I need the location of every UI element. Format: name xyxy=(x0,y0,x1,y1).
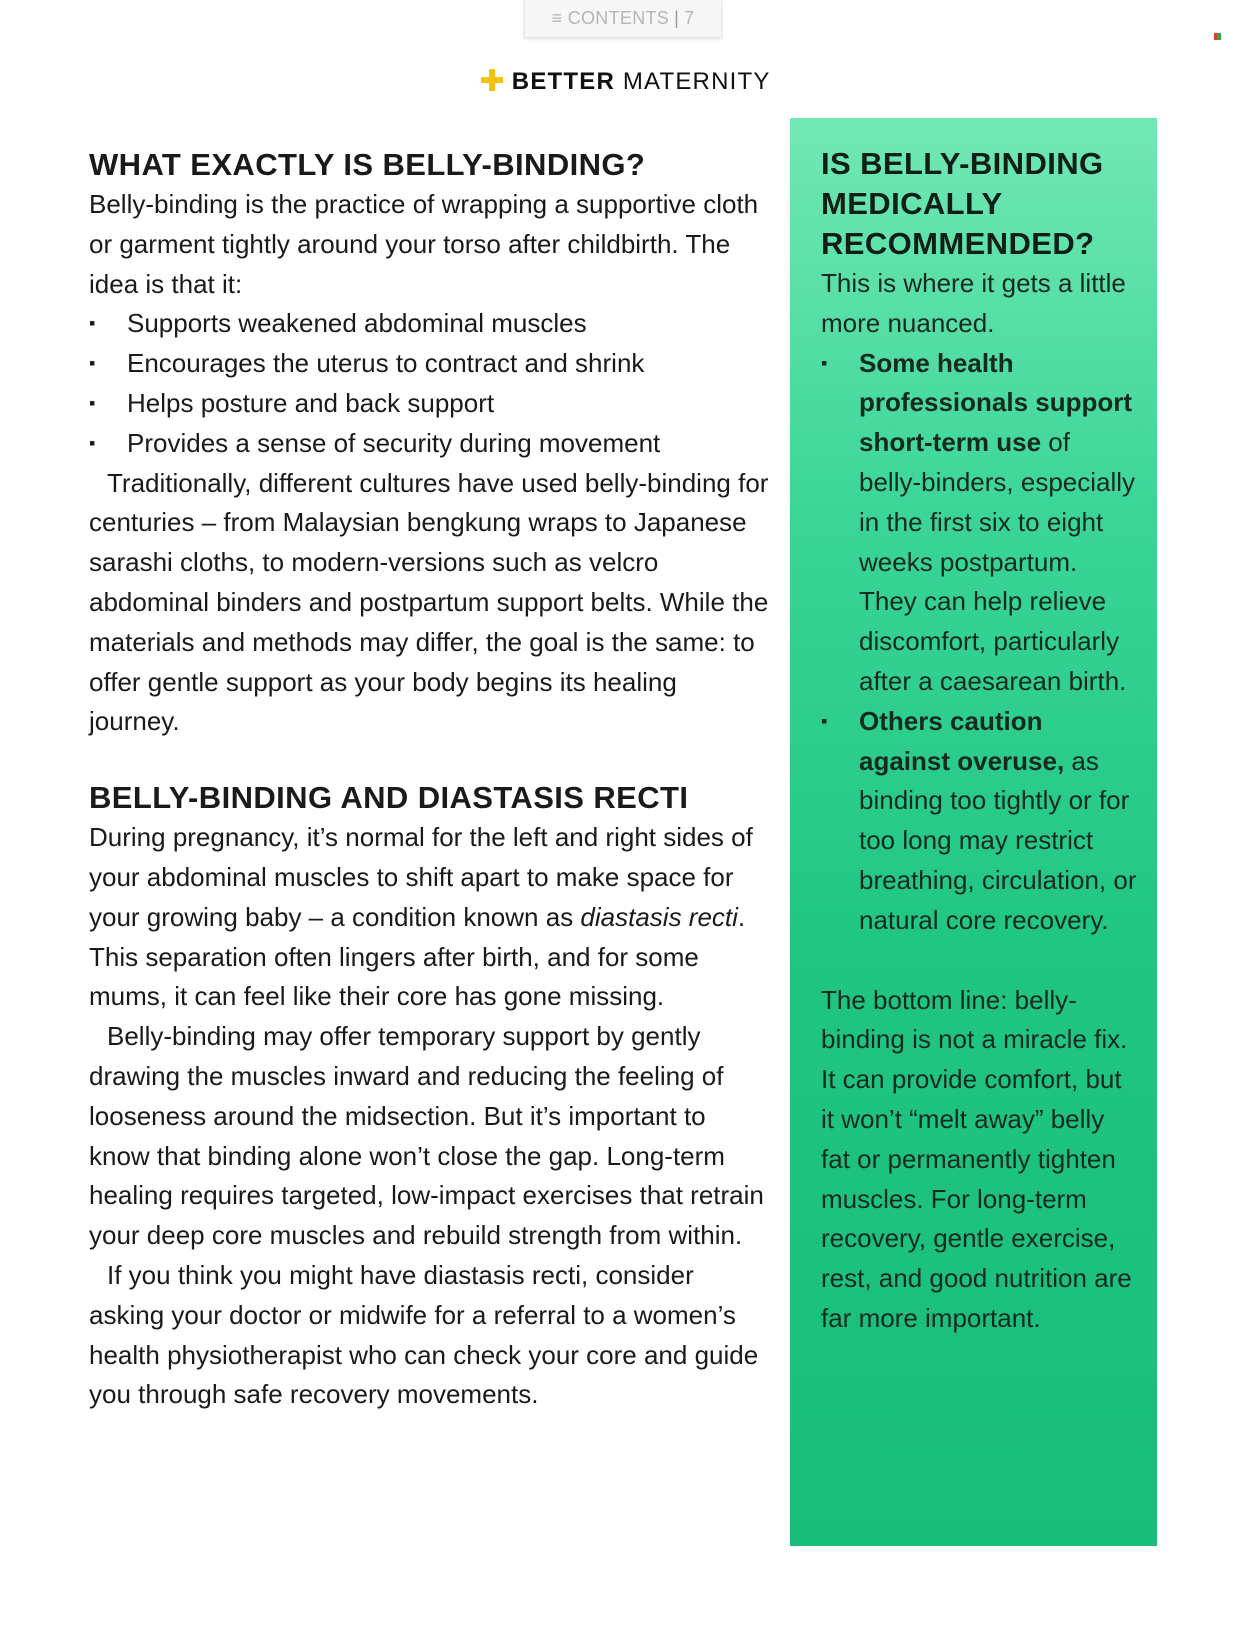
corner-mark-icon xyxy=(1214,33,1221,40)
section2-heading: BELLY-BINDING AND DIASTASIS RECTI xyxy=(89,780,689,816)
brand-name-bold: BETTER xyxy=(511,68,615,95)
nav-separator: | xyxy=(674,8,680,28)
section1-paragraph: Traditionally, different cultures have used belly-binding for centuries – from Malaysian bengkung wraps to Japanese sarashi cloths, to modern-versions such as velcro abdominal binders and postpartum support belts. While the materials and methods may differ, the goal is the same: to offer gentle support as your body begins its healing journey. xyxy=(89,467,769,737)
contents-button[interactable] xyxy=(524,0,722,38)
page-number: 7 xyxy=(684,8,695,28)
contents-label: ≡ CONTENTS xyxy=(551,8,670,28)
list-item: ▪ Encourages the uterus to contract and shrink xyxy=(89,344,769,384)
section1-intro: Belly-binding is the practice of wrapping a supportive cloth or garment tightly around your torso after childbirth. The idea is that it: xyxy=(89,189,759,299)
section2-paragraph-2: Belly-binding may offer temporary support by gently drawing the muscles inward and reducing the feeling of looseness around the midsection. But it’s important to know that binding alone won’t close the gap. Long-term healing requires targeted, low-impact exercises that retrain your deep core muscles and rebuild strength from within. xyxy=(89,1021,764,1251)
sidebar-intro: This is where it gets a little more nuanced. xyxy=(821,268,1126,338)
section1-bullet-list xyxy=(89,304,769,463)
brand-name-light: MATERNITY xyxy=(622,68,771,95)
list-item: ▪ Provides a sense of security during movement xyxy=(89,424,769,464)
sidebar-bottom-line: The bottom line: belly-binding is not a miracle fix. It can provide comfort, but it won’t “melt away” belly fat or permanently tighten muscles. For long-term recovery, gentle exercise, rest, and good nutrition are far more important. xyxy=(821,984,1132,1333)
list-item: ▪ Some health professionals support short-term use of belly-binders, especially in the first six to eight weeks postpartum. They can help relieve discomfort, particularly after a caesarean birth. xyxy=(821,344,1137,702)
main-column xyxy=(89,145,769,1415)
sidebar-box xyxy=(790,118,1157,1546)
list-item: ▪ Helps posture and back support xyxy=(89,384,769,424)
sidebar-heading: IS BELLY-BINDING MEDICALLY RECOMMENDED? xyxy=(821,146,1104,261)
section2-paragraph-1: During pregnancy, it’s normal for the left and right sides of your abdominal muscles to shift apart to make space for your growing baby – a condition known as diastasis recti. This separation often lingers after birth, and for some mums, it can feel like their core has gone missing. xyxy=(89,822,753,1012)
plus-icon: ✚ xyxy=(479,65,506,98)
list-item: ▪ Others caution against overuse, as binding too tightly or for too long may restrict breathing, circulation, or natural core recovery. xyxy=(821,702,1137,941)
section1-heading: WHAT EXACTLY IS BELLY-BINDING? xyxy=(89,147,646,182)
diastasis-term: diastasis recti xyxy=(580,901,738,932)
list-item: ▪ Supports weakened abdominal muscles xyxy=(89,304,769,344)
sidebar-bullet-list xyxy=(821,344,1137,941)
brand-header xyxy=(0,64,1250,99)
section2-paragraph-3: If you think you might have diastasis recti, consider asking your doctor or midwife for a referral to a women’s health physiotherapist who can check your core and guide you through safe recovery movements. xyxy=(89,1259,759,1410)
